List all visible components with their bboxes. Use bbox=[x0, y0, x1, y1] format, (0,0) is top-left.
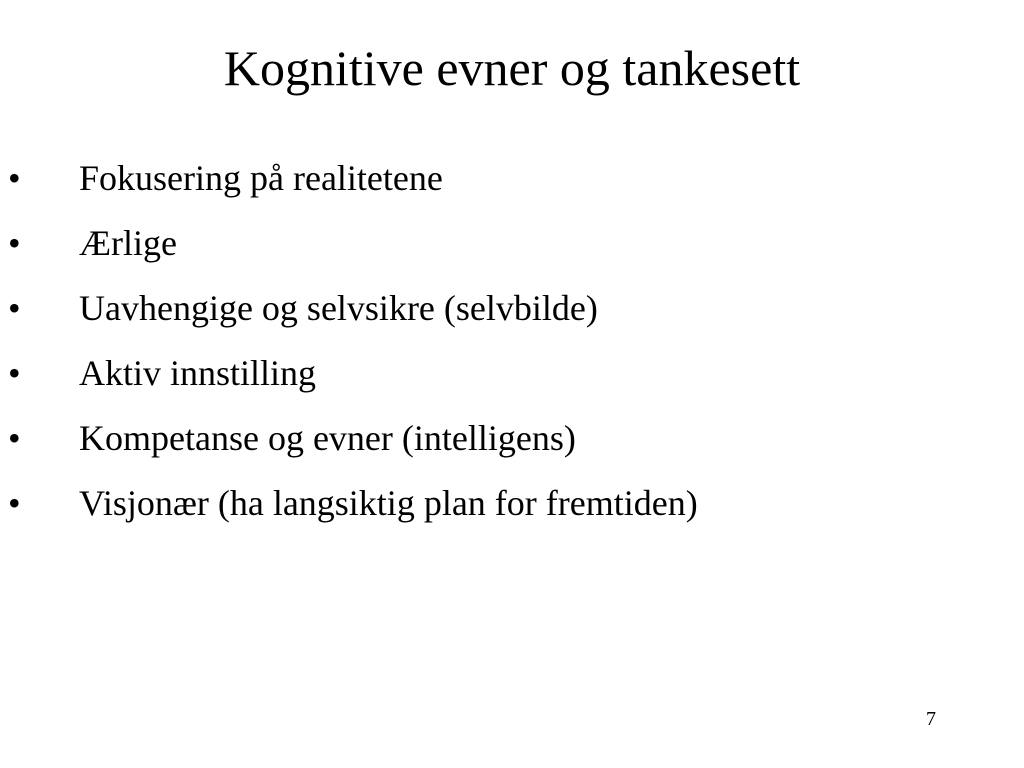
bullet-icon: • bbox=[8, 223, 21, 263]
bullet-text: Ærlige bbox=[79, 223, 177, 263]
slide-number: 7 bbox=[926, 708, 936, 730]
bullet-text: Uavhengige og selvsikre (selvbilde) bbox=[79, 288, 598, 328]
bullet-icon: • bbox=[8, 158, 21, 198]
list-item bbox=[0, 410, 1000, 475]
slide-title: Kognitive evner og tankesett bbox=[223, 40, 801, 96]
bullet-text: Aktiv innstilling bbox=[79, 353, 317, 393]
bullet-text: Visjonær (ha langsiktig plan for fremtiden) bbox=[79, 483, 698, 523]
bullet-list bbox=[0, 150, 1000, 540]
bullet-icon: • bbox=[8, 483, 21, 523]
bullet-icon: • bbox=[8, 288, 21, 328]
list-item bbox=[0, 150, 1000, 215]
bullet-text: Kompetanse og evner (intelligens) bbox=[79, 418, 576, 458]
bullet-icon: • bbox=[8, 418, 21, 458]
list-item bbox=[0, 280, 1000, 345]
list-item bbox=[0, 475, 1000, 540]
list-item bbox=[0, 215, 1000, 280]
list-item bbox=[0, 345, 1000, 410]
bullet-icon: • bbox=[8, 353, 21, 393]
bullet-text: Fokusering på realitetene bbox=[79, 158, 443, 198]
